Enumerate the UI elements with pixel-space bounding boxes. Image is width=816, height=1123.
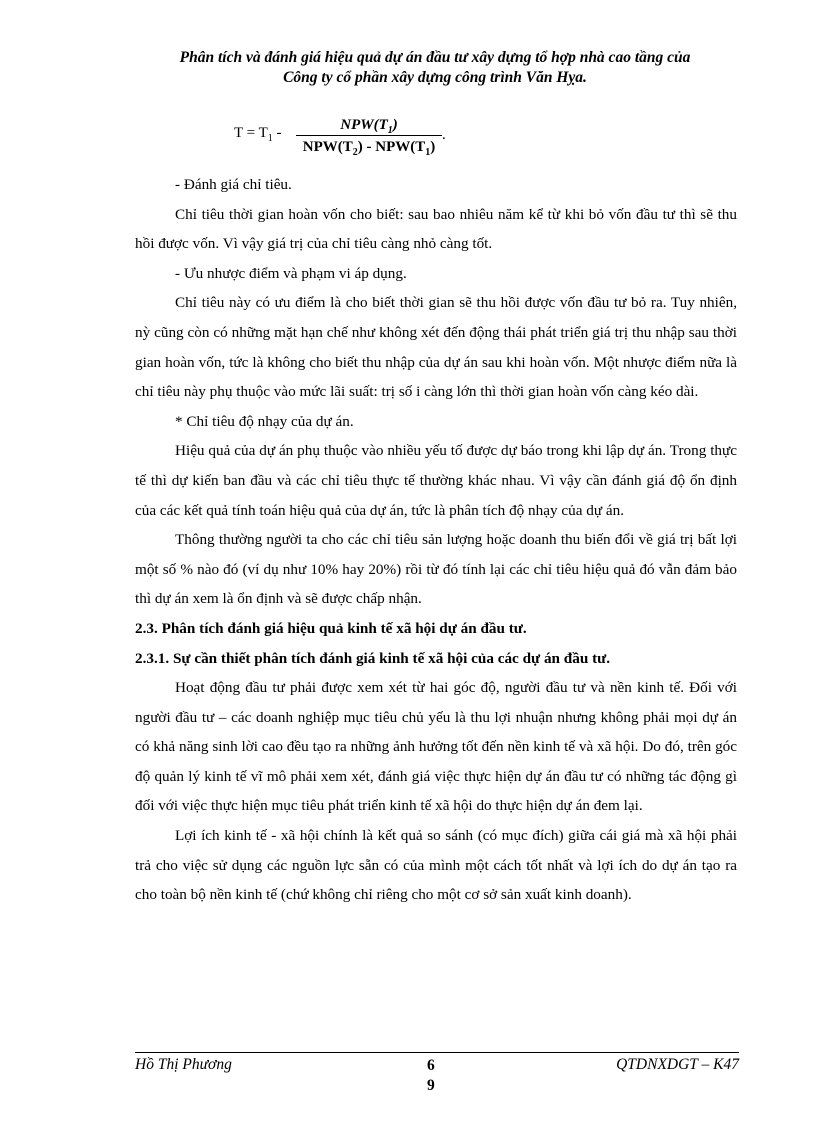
subsection-heading: 2.3.1. Sự cần thiết phân tích đánh giá kinh tế xã hội của các dự án đầu tư. bbox=[135, 649, 611, 667]
numerator-subscript: 1 bbox=[387, 125, 393, 136]
denominator-close: ) bbox=[430, 139, 436, 155]
paragraph: Chỉ tiêu này có ưu điểm là cho biết thời gian sẽ thu hồi được vốn đầu tư bỏ ra. Tuy nhiên, nỳ cũng còn có những mặt hạn chế như không xét đến động thái phát triển giá trị thu nhập sau thời gian hoàn vốn, tức là không cho biết thu nhập của dự án sau khi hoàn vốn. Một nhược điểm nữa là chỉ tiêu này phụ thuộc vào mức lãi suất: trị số i càng lớn thì thời gian hoàn vốn càng kéo dài. bbox=[135, 294, 737, 401]
paragraph: - Đánh giá chỉ tiêu. bbox=[175, 176, 292, 193]
denominator-a: NPW(T bbox=[302, 139, 353, 155]
page-footer bbox=[135, 1056, 739, 1100]
numerator-close: ) bbox=[392, 117, 398, 133]
section-heading: 2.3. Phân tích đánh giá hiệu quả kinh tế xã hội dự án đầu tư. bbox=[135, 619, 527, 637]
formula-numerator bbox=[296, 115, 442, 136]
page-number bbox=[427, 1056, 435, 1096]
footer-author: Hồ Thị Phương bbox=[135, 1056, 232, 1073]
numerator-text: NPW(T bbox=[340, 117, 388, 133]
header-line-2: Công ty cổ phần xây dựng công trình Văn Hỵa. bbox=[283, 69, 587, 86]
formula-fraction bbox=[296, 115, 442, 156]
paragraph: Lợi ích kinh tế - xã hội chính là kết quả so sánh (có mục đích) giữa cái giá mà xã hội phải trả cho việc sử dụng các nguồn lực sẵn có của mình một cách tốt nhất và lợi ích do dự án tạo ra cho toàn bộ nền kinh tế (chứ không chỉ riêng cho một cơ sở sản xuất kinh doanh). bbox=[135, 827, 737, 904]
denominator-b-subscript: 1 bbox=[425, 147, 431, 158]
formula-tail: . bbox=[442, 127, 446, 143]
paragraph: * Chỉ tiêu độ nhạy của dự án. bbox=[175, 412, 354, 430]
header-line-1: Phân tích và đánh giá hiệu quả dự án đầu tư xây dựng tổ hợp nhà cao tầng của bbox=[179, 49, 691, 66]
paragraph: Thông thường người ta cho các chỉ tiêu sản lượng hoặc doanh thu biến đổi về giá trị bất lợi một số % nào đó (ví dụ như 10% hay 20%) rồi từ đó tính lại các chỉ tiêu hiệu quả đó vẫn đảm bảo thì dự án xem là ổn định và sẽ được chấp nhận. bbox=[135, 531, 737, 608]
footer-class-code: QTDNXDGT – K47 bbox=[616, 1056, 739, 1073]
formula-lhs bbox=[234, 125, 282, 144]
body-text bbox=[135, 170, 737, 910]
paragraph: Hiệu quả của dự án phụ thuộc vào nhiều yếu tố được dự báo trong khi lập dự án. Trong thực tế thì dự kiến ban đầu và các chỉ tiêu thực tế thường khác nhau. Vì vậy cần đánh giá độ ổn định của các kết quả tính toán hiệu quả của dự án, tức là phân tích độ nhạy của dự án. bbox=[135, 442, 737, 519]
paragraph: Hoạt động đầu tư phải được xem xét từ hai góc độ, người đầu tư và nền kinh tế. Đối với người đầu tư – các doanh nghiệp mục tiêu chủ yếu là thu lợi nhuận nhưng không phải mọi dự án có khả năng sinh lời cao đều tạo ra những ảnh hưởng tốt đến nền kinh tế và xã hội. Do đó, trên góc độ quản lý kinh tế vĩ mô phải xem xét, đánh giá việc thực hiện dự án đầu tư có những tác động gì đối với việc thực hiện mục tiêu phát triển kinh tế xã hội do thực hiện dự án đem lại. bbox=[135, 679, 737, 815]
formula-lhs-text: T = T bbox=[234, 125, 268, 141]
paragraph: - Ưu nhược điểm và phạm vi áp dụng. bbox=[175, 264, 407, 282]
paragraph: Chỉ tiêu thời gian hoàn vốn cho biết: sau bao nhiêu năm kể từ khi bỏ vốn đầu tư thì sẽ thu hồi được vốn. Vì vậy giá trị của chỉ tiêu càng nhỏ càng tốt. bbox=[135, 205, 737, 253]
document-header bbox=[120, 48, 750, 88]
page-number-line-2: 9 bbox=[427, 1077, 435, 1094]
formula-denominator bbox=[296, 136, 442, 156]
footer-divider bbox=[135, 1052, 739, 1053]
denominator-mid: ) - NPW(T bbox=[357, 139, 426, 155]
denominator-a-subscript: 2 bbox=[352, 147, 358, 158]
formula-minus: - bbox=[272, 125, 282, 141]
formula-lhs-subscript: 1 bbox=[267, 133, 273, 144]
page-number-line-1: 6 bbox=[427, 1057, 435, 1074]
